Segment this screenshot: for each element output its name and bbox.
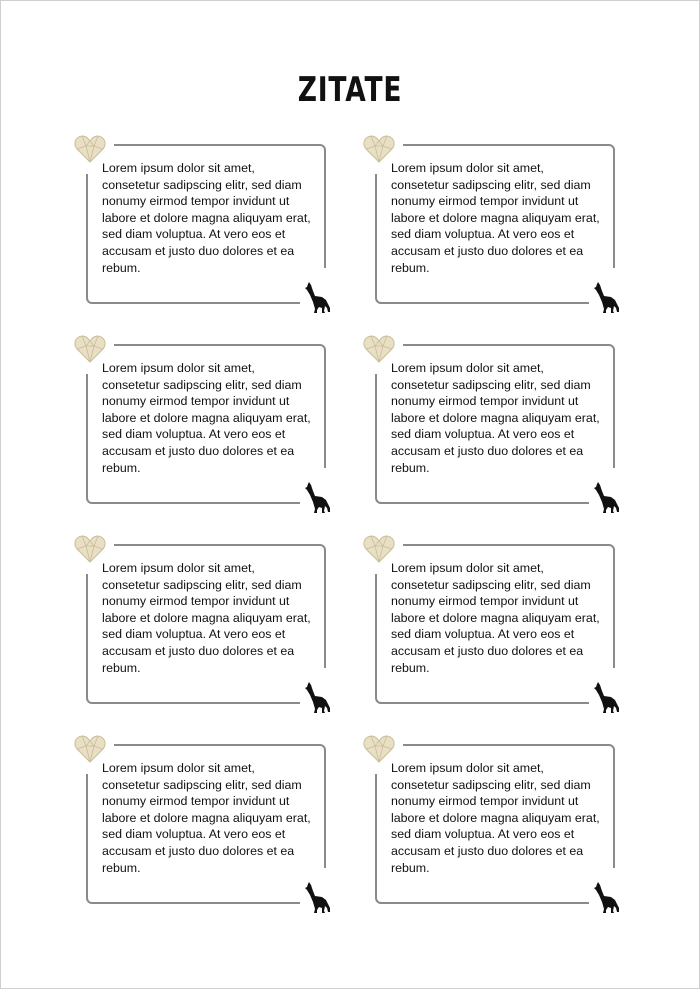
page-title: ZITATE <box>297 70 403 110</box>
wolf-icon <box>591 682 621 714</box>
quote-text: Lorem ipsum dolor sit amet, consetetur sadipscing elitr, sed diam nonumy eirmod tempor invidunt ut labore et dolore magna aliquyam erat, sed diam voluptua. At vero eos et accusam et justo duo dolores et ea rebum. <box>391 161 600 275</box>
quote-card <box>363 334 623 514</box>
wolf-icon <box>591 282 621 314</box>
wolf-icon <box>591 482 621 514</box>
quote-text: Lorem ipsum dolor sit amet, consetetur sadipscing elitr, sed diam nonumy eirmod tempor invidunt ut labore et dolore magna aliquyam erat, sed diam voluptua. At vero eos et accusam et justo duo dolores et ea rebum. <box>391 561 600 675</box>
wolf-icon <box>302 282 332 314</box>
quote-card <box>74 134 334 314</box>
quote-card <box>74 734 334 914</box>
quote-text: Lorem ipsum dolor sit amet, consetetur sadipscing elitr, sed diam nonumy eirmod tempor invidunt ut labore et dolore magna aliquyam erat, sed diam voluptua. At vero eos et accusam et justo duo dolores et ea rebum. <box>102 761 311 875</box>
quote-text: Lorem ipsum dolor sit amet, consetetur sadipscing elitr, sed diam nonumy eirmod tempor invidunt ut labore et dolore magna aliquyam erat, sed diam voluptua. At vero eos et accusam et justo duo dolores et ea rebum. <box>102 361 311 475</box>
quote-card <box>74 534 334 714</box>
quote-text: Lorem ipsum dolor sit amet, consetetur sadipscing elitr, sed diam nonumy eirmod tempor invidunt ut labore et dolore magna aliquyam erat, sed diam voluptua. At vero eos et accusam et justo duo dolores et ea rebum. <box>102 561 311 675</box>
quote-card <box>363 134 623 314</box>
quote-card <box>363 534 623 714</box>
quote-text: Lorem ipsum dolor sit amet, consetetur sadipscing elitr, sed diam nonumy eirmod tempor invidunt ut labore et dolore magna aliquyam erat, sed diam voluptua. At vero eos et accusam et justo duo dolores et ea rebum. <box>391 761 600 875</box>
wolf-icon <box>591 882 621 914</box>
quote-card <box>363 734 623 914</box>
quote-text: Lorem ipsum dolor sit amet, consetetur sadipscing elitr, sed diam nonumy eirmod tempor invidunt ut labore et dolore magna aliquyam erat, sed diam voluptua. At vero eos et accusam et justo duo dolores et ea rebum. <box>391 361 600 475</box>
wolf-icon <box>302 482 332 514</box>
wolf-icon <box>302 682 332 714</box>
quote-card <box>74 334 334 514</box>
wolf-icon <box>302 882 332 914</box>
quote-text: Lorem ipsum dolor sit amet, consetetur sadipscing elitr, sed diam nonumy eirmod tempor invidunt ut labore et dolore magna aliquyam erat, sed diam voluptua. At vero eos et accusam et justo duo dolores et ea rebum. <box>102 161 311 275</box>
